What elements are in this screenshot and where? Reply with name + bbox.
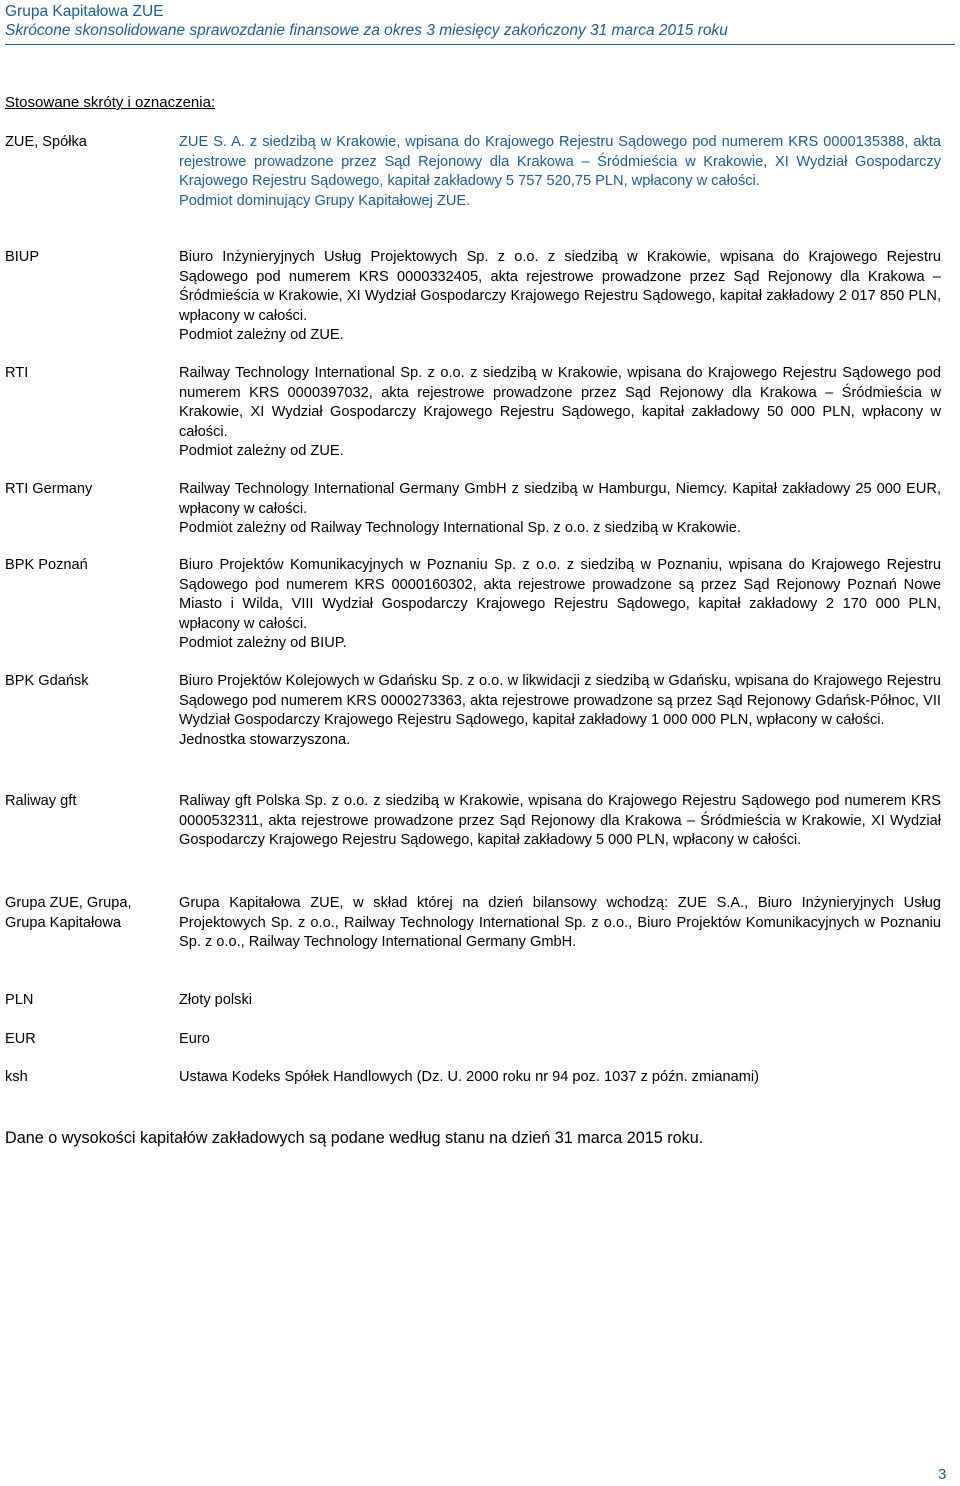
abbreviation-definition (179, 991, 941, 1011)
abbreviation-term: BPK Poznań (5, 557, 88, 573)
definition-note: Podmiot zależny od ZUE. (179, 327, 344, 343)
definition-text: Railway Technology International Germany GmbH z siedzibą w Hamburgu, Niemcy. Kapitał zakładowy 25 000 EUR, wpłacony w całości. (179, 481, 941, 517)
abbreviation-definition (179, 792, 941, 851)
abbreviation-definition (179, 1030, 941, 1050)
definition-text: Biuro Inżynieryjnych Usług Projektowych Sp. z o.o. z siedzibą w Krakowie, wpisana do Krajowego Rejestru Sądowego pod numerem KRS 0000332405, akta rejestrowe prowadzone przez Sąd Rejonowy dla Krakowa – Śródmieścia w Krakowie, XI Wydział Gospodarczy Krajowego Rejestru Sądowego, kapitał zakładowy 2 017 850 PLN, wpłacony w całości. (179, 249, 941, 324)
abbreviation-term: ksh (5, 1069, 28, 1085)
definition-note: Jednostka stowarzyszona. (179, 731, 351, 748)
section-title: Stosowane skróty i oznaczenia: (5, 94, 216, 111)
abbreviation-definition (179, 1068, 941, 1088)
definition-text: Złoty polski (179, 992, 252, 1008)
abbreviation-definition (179, 133, 941, 211)
abbreviation-definition (179, 364, 941, 462)
header-subtitle: Skrócone skonsolidowane sprawozdanie finansowe za okres 3 miesięcy zakończony 31 marca 2015 roku (5, 22, 728, 39)
abbreviation-term: RTI Germany (5, 481, 93, 497)
definition-text: ZUE S. A. z siedzibą w Krakowie, wpisana do Krajowego Rejestru Sądowego pod numerem KRS 0000135388, akta rejestrowe prowadzone przez Sąd Rejonowy dla Krakowa – Śródmieścia w Krakowie, XI Wydział Gospodarczy Krajowego Rejestru Sądowego, kapitał zakładowy 5 757 520,75 PLN, wpłacony w całości. (179, 134, 941, 189)
page-number: 3 (938, 1466, 947, 1483)
definition-text: Euro (179, 1031, 210, 1047)
abbreviation-term: BIUP (5, 249, 40, 265)
definition-note: Podmiot zależny od ZUE. (179, 443, 344, 459)
definition-note: Podmiot dominujący Grupy Kapitałowej ZUE. (179, 192, 471, 209)
abbreviation-term: PLN (5, 992, 34, 1008)
abbreviation-term: RTI (5, 365, 29, 381)
definition-text: Biuro Projektów Kolejowych w Gdańsku Sp. z o.o. w likwidacji z siedzibą w Gdańsku, wpisana do Krajowego Rejestru Sądowego pod numerem KRS 0000273363, akta rejestrowe prowadzone są przez Sąd Rejonowy Gdańsk-Północ, VII Wydział Gospodarczy Krajowego Rejestru Sądowego, kapitał zakładowy 1 000 000 PLN, wpłacony w całości. (179, 673, 941, 728)
header-divider (5, 44, 955, 45)
abbreviation-definition (179, 894, 941, 953)
abbreviation-term: Grupa ZUE, Grupa, Grupa Kapitałowa (5, 895, 132, 931)
page-header (5, 2, 955, 40)
capital-note: Dane o wysokości kapitałów zakładowych są podane według stanu na dzień 31 marca 2015 roku. (5, 1129, 704, 1147)
definition-text: Biuro Projektów Komunikacyjnych w Poznaniu Sp. z o.o. z siedzibą w Poznaniu, wpisana do Krajowego Rejestru Sądowego pod numerem KRS 0000160302, akta rejestrowe prowadzone są przez Sąd Rejonowy Poznań Nowe Miasto i Wilda, VIII Wydział Gospodarczy Krajowego Rejestru Sądowego, kapitał zakładowy 2 170 000 PLN, wpłacony w całości. (179, 557, 941, 632)
abbreviation-definition (179, 480, 941, 539)
definition-note: Podmiot zależny od Railway Technology International Sp. z o.o. z siedzibą w Krakowie. (179, 520, 741, 536)
abbreviation-term: Raliway gft (5, 793, 77, 809)
abbreviation-definition (179, 672, 941, 750)
definition-text: Grupa Kapitałowa ZUE, w skład której na dzień bilansowy wchodzą: ZUE S.A., Biuro Inżynieryjnych Usług Projektowych Sp. z o.o., Railway Technology International Sp. z o.o., Biuro Projektów Komunikacyjnych w Poznaniu Sp. z o.o., Railway Technology International Germany GmbH. (179, 895, 941, 950)
definition-text: Raliway gft Polska Sp. z o.o. z siedzibą w Krakowie, wpisana do Krajowego Rejestru Sądowego pod numerem KRS 0000532311, akta rejestrowe prowadzone przez Sąd Rejonowy dla Krakowa – Śródmieścia w Krakowie, XI Wydział Gospodarczy Krajowego Rejestru Sądowego, kapitał zakładowy 5 000 PLN, wpłacony w całości. (179, 793, 941, 848)
abbreviation-term: ZUE, Spółka (5, 134, 87, 150)
definition-text: Railway Technology International Sp. z o.o. z siedzibą w Krakowie, wpisana do Krajowego Rejestru Sądowego pod numerem KRS 0000397032, akta rejestrowe prowadzone przez Sąd Rejonowy dla Krakowa – Śródmieścia w Krakowie, XI Wydział Gospodarczy Krajowego Rejestru Sądowego, kapitał zakładowy 50 000 PLN, wpłacony w całości. (179, 365, 941, 440)
abbreviation-term: EUR (5, 1031, 36, 1047)
header-title: Grupa Kapitałowa ZUE (5, 3, 164, 20)
abbreviation-definition (179, 248, 941, 346)
abbreviation-definition (179, 556, 941, 654)
abbreviation-term: BPK Gdańsk (5, 673, 89, 689)
definition-note: Podmiot zależny od BIUP. (179, 635, 347, 651)
definition-text: Ustawa Kodeks Spółek Handlowych (Dz. U. 2000 roku nr 94 poz. 1037 z późn. zmianami) (179, 1069, 759, 1085)
